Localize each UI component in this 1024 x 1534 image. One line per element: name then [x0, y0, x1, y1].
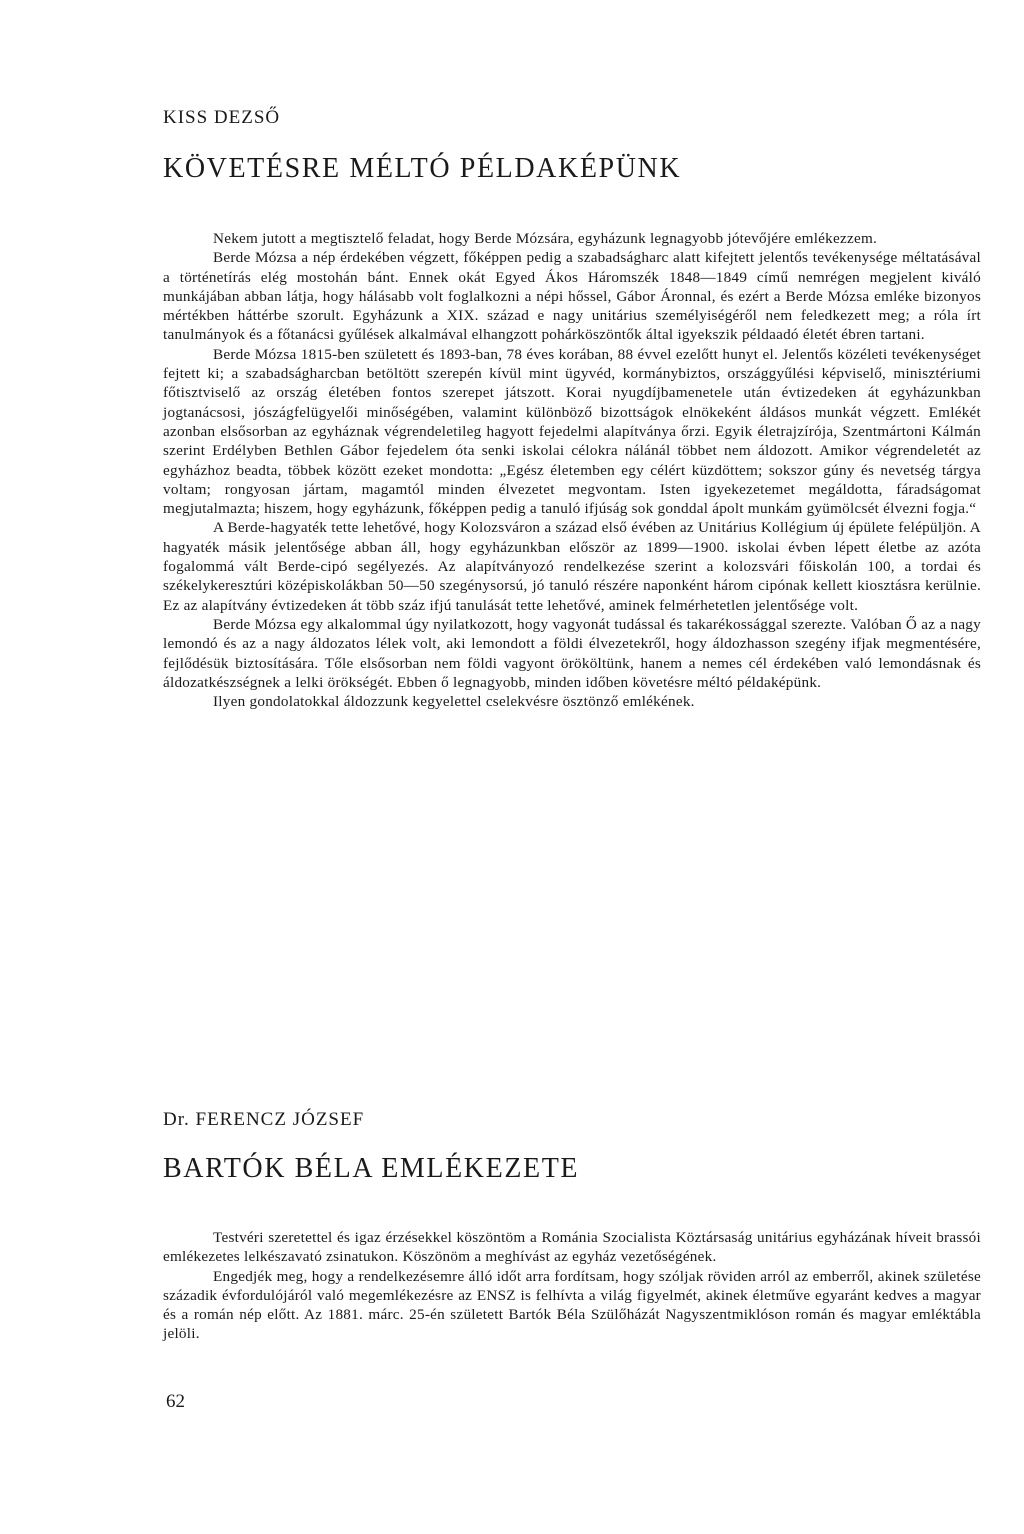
article1-author: KISS DEZSŐ	[163, 107, 281, 128]
article2-author: Dr. FERENCZ JÓZSEF	[163, 1109, 365, 1130]
article1-paragraph: Berde Mózsa a nép érdekében végzett, főképpen pedig a szabadságharc alatt kifejtett jelentős tevékenysége méltatásával a történetírás elég mostohán bánt. Ennek okát Egyed Ákos Háromszék 1848—1849 című nemrégen megjelent kiváló munkájában abban látja, hogy hálásabb volt foglalkozni a népi hőssel, Gábor Áronnal, és ezért a Berde Mózsa emléke bizonyos mértékben háttérbe szorult. Egyházunk a XIX. század e nagy unitárius személyiségéről nem feledkezett meg; a róla írt tanulmányok és a főtanácsi gyűlések alkalmával elhangzott pohárköszöntők által igyekszik példaadó életét ébren tartani.	[163, 249, 981, 344]
article2-paragraph: Testvéri szeretettel és igaz érzésekkel köszöntöm a Románia Szocialista Köztársaság unitárius egyházának híveit brassói emlékezetes lelkészavató zsinatukon. Köszönöm a meghívást az egyház vezetőségének.	[163, 1229, 981, 1266]
article1-paragraph: Berde Mózsa 1815-ben született és 1893-ban, 78 éves korában, 88 évvel ezelőtt hunyt el. Jelentős közéleti tevékenységet fejtett ki; a szabadságharcban betöltött szerepén kívül mint ügyvéd, kormánybiztos, országgyűlési képviselő, minisztériumi főtisztviselő az ország életében fontos szerepet játszott. Korai nyugdíjbamenetele után évtizedeken át egyházunkban jogtanácsosi, jószágfelügyelői minőségében, valamint különböző bizottságok elnökeként áldásos munkát végzett. Emlékét azonban elsősorban az egyháznak végrendeletileg hagyott fejedelmi alapítványa őrzi. Egyik életrajzírója, Szentmártoni Kálmán szerint Erdélyben Bethlen Gábor fejedelem óta senki iskolai célokra nálánál többet nem áldozott. Amikor végrendeletét az egyházhoz beadta, többek között ezeket mondotta: „Egész életemben egy célért küzdöttem; sokszor gúny és nevetség tárgya voltam; rongyosan jártam, magamtól minden élvezetet megvontam. Isten igyekezetemet megáldotta, fáradságomat megjutalmazta; hiszem, hogy egyházunk, főképpen pedig a tanuló ifjúság sok gonddal ápolt munkám gyümölcsét élvezni fogja.“	[163, 345, 981, 518]
article1-paragraph: Nekem jutott a megtisztelő feladat, hogy Berde Mózsára, egyházunk legnagyobb jótevőjére emlékezzem.	[213, 230, 878, 247]
article1-paragraph: Berde Mózsa egy alkalommal úgy nyilatkozott, hogy vagyonát tudással és takarékossággal szerezte. Valóban Ő az a nagy lemondó és az a nagy áldozatos lélek volt, aki lemondott a földi élvezetekről, hogy áldozhasson szegény ifjak megmentésére, fejlődésük biztosítására. Tőle elsősorban nem földi vagyont örököltünk, hanem a nemes cél érdekében való lemondásnak és áldozatkészségnek a lelki örökségét. Ebben ő legnagyobb, minden időben követésre méltó példaképünk.	[163, 615, 981, 691]
article2-title: BARTÓK BÉLA EMLÉKEZETE	[163, 1153, 580, 1184]
page-number: 62	[166, 1391, 185, 1412]
article1-paragraph: A Berde-hagyaték tette lehetővé, hogy Kolozsváron a század első évében az Unitárius Kollégium új épülete felépüljön. A hagyaték másik jelentősége abban áll, hogy egyházunkban először az 1899—1900. iskolai évben lépett életbe az azóta fogalommá vált Berde-cipó segélyezés. Az alapítványozó rendelkezése szerint a kolozsvári főiskolán 100, a tordai és székelykeresztúri középiskolákban 50—50 szegénysorsú, jó tanuló részére naponként három cipónak kellett kiosztásra kerülnie. Ez az alapítvány évtizedeken át több száz ifjú tanulását tette lehetővé, aminek felmérhetetlen jelentősége volt.	[163, 519, 981, 614]
article2-body	[163, 1228, 981, 1344]
article2-paragraph: Engedjék meg, hogy a rendelkezésemre álló időt arra fordítsam, hogy szóljak röviden arról az emberről, akinek születése századik évfordulójáról való megemlékezésre az ENSZ is felhívta a világ figyelmét, akinek életműve egyaránt kedves a magyar és a román nép előtt. Az 1881. márc. 25-én született Bartók Béla Szülőházát Nagyszentmiklóson román és magyar emléktábla jelöli.	[163, 1267, 981, 1343]
article1-body	[163, 229, 981, 711]
article1-paragraph: Ilyen gondolatokkal áldozzunk kegyelettel cselekvésre ösztönző emlékének.	[213, 693, 695, 711]
article1-title: KÖVETÉSRE MÉLTÓ PÉLDAKÉPÜNK	[163, 153, 682, 184]
